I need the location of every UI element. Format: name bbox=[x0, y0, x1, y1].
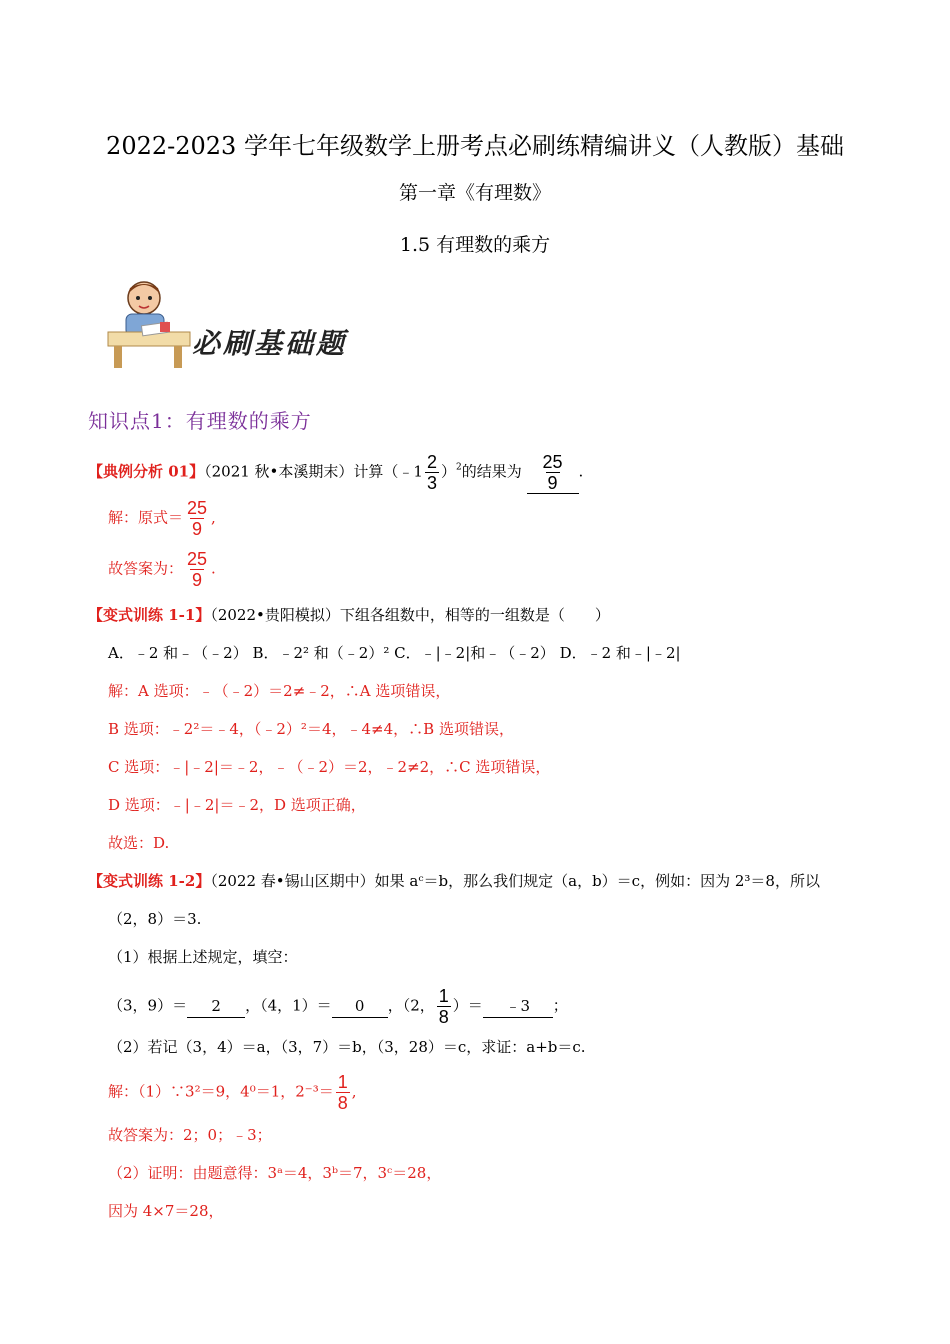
answer-blank: 2 bbox=[187, 995, 245, 1018]
student-desk-icon bbox=[100, 276, 196, 372]
variant-1-2-solution-2: （2）证明：由题意得：3ᵃ＝4，3ᵇ＝7，3ᶜ＝28， bbox=[108, 1164, 442, 1182]
example-01-answer: 故答案为： $\frac{25}{9}$ . bbox=[108, 549, 216, 590]
variant-1-1-solution-b: B 选项：﹣2²＝﹣4，（﹣2）²＝4，﹣4≠4，∴B 选项错误， bbox=[108, 720, 514, 738]
answer-blank: 0 bbox=[332, 995, 388, 1018]
example-01-tag: 【典例分析 01】 bbox=[88, 462, 205, 481]
variant-1-2-question: 【变式训练 1-2】（2022 春•锡山区期中）如果 aᶜ＝b，那么我们规定（a，b）＝c，例如：因为 2³＝8，所以 bbox=[88, 872, 820, 890]
variant-1-2-solution-3: 因为 4×7＝28， bbox=[108, 1202, 224, 1220]
variant-1-2-solution-1: 解：（1）∵3²＝9，4⁰＝1，2⁻³＝ $\frac{1}{8}$ , bbox=[108, 1072, 357, 1113]
answer-blank: $\frac{25}{9}$ bbox=[527, 452, 579, 494]
variant-1-2-q2: （2）若记（3，4）＝a，（3，7）＝b，（3，28）＝c，求证：a+b＝c. bbox=[108, 1038, 586, 1056]
variant-1-1-solution-d: D 选项：﹣|﹣2|＝﹣2，D 选项正确， bbox=[108, 796, 366, 814]
variant-1-1-solution-a: 解：A 选项：﹣（﹣2）＝2≠﹣2，∴A 选项错误， bbox=[108, 682, 451, 700]
knowledge-point-heading: 知识点1：有理数的乘方 bbox=[88, 409, 312, 433]
example-01-question: 【典例分析 01】（2021 秋•本溪期末）计算（﹣1 $\frac{2}{3}$ ）$^2$的结果为 $\frac{25}{9}$ . bbox=[88, 452, 584, 493]
document-title: 2022-2023 学年七年级数学上册考点必刷练精编讲义（人教版）基础 bbox=[106, 132, 844, 160]
variant-1-1-options: A．﹣2 和﹣（﹣2） B．﹣2² 和（﹣2）² C．﹣|﹣2|和﹣（﹣2） D．﹣2 和﹣|﹣2| bbox=[108, 644, 681, 662]
variant-1-2-fill: （3，9）＝ 2 ，（4，1）＝ 0 ，（2， $\frac{1}{8}$ ）＝ ﹣3 ； bbox=[108, 986, 568, 1027]
section-title: 1.5 有理数的乘方 bbox=[399, 234, 551, 256]
variant-1-2-q1: （1）根据上述规定，填空： bbox=[108, 948, 298, 966]
example-01-solution: 解：原式＝ $\frac{25}{9}$ , bbox=[108, 498, 216, 539]
answer-blank: ﹣3 bbox=[483, 995, 553, 1018]
variant-1-1-question: 【变式训练 1-1】（2022•贵阳模拟）下组各组数中，相等的一组数是（ ） bbox=[88, 606, 610, 624]
fraction: $\frac{2}{3}$ bbox=[426, 452, 437, 493]
variant-1-2-answer: 故答案为：2；0；﹣3； bbox=[108, 1126, 272, 1144]
variant-1-1-choice: 故选：D. bbox=[108, 834, 170, 852]
variant-1-2-line2: （2，8）＝3. bbox=[108, 910, 202, 928]
chapter-title: 第一章《有理数》 bbox=[398, 182, 551, 204]
variant-1-1-solution-c: C 选项：﹣|﹣2|＝﹣2，﹣（﹣2）＝2，﹣2≠2，∴C 选项错误， bbox=[108, 758, 551, 776]
banner bbox=[100, 276, 370, 372]
banner-label: 必刷基础题 bbox=[192, 327, 348, 360]
